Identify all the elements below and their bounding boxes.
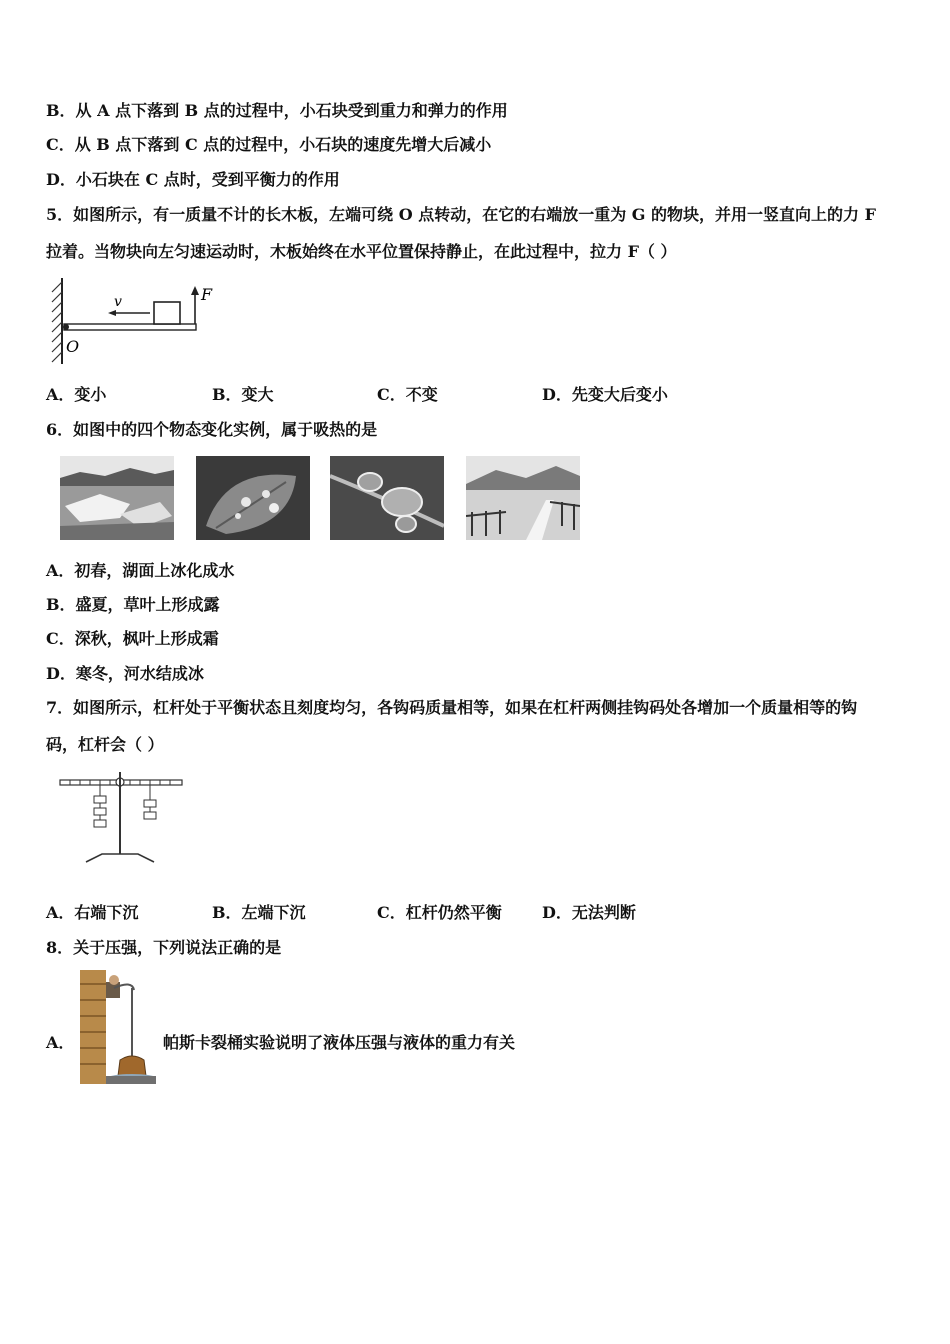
q8-option-a-text: 帕斯卡裂桶实验说明了液体压强与液体的重力有关 [163,1033,516,1052]
q4-option-b: B．从 A 点下落到 B 点的过程中，小石块受到重力和弹力的作用 [46,101,508,120]
photo-dew-on-leaf [196,456,310,540]
q7-stem-line2: 码，杠杆会（ ） [46,735,164,754]
q6-option-c: C．深秋，枫叶上形成霜 [46,629,219,648]
photo-frozen-river [466,456,580,540]
q4-option-c: C．从 B 点下落到 C 点的过程中，小石块的速度先增大后减小 [46,135,492,154]
q5-fig-f-label: F [201,285,213,304]
pascal-barrel-image [78,970,156,1084]
photo-frost-on-leaf [330,456,444,540]
q7-option-d: D．无法判断 [542,903,636,922]
q5-stem-line2: 拉着。当物块向左匀速运动时，木板始终在水平位置保持静止，在此过程中，拉力 F（ ） [46,242,677,261]
photo-melting-ice [60,456,174,540]
q7-lever-figure [56,770,186,866]
q5-stem-line1: 5．如图所示，有一质量不计的长木板，左端可绕 O 点转动，在它的右端放一重为 G 的物块，并用一竖直向上的力 F [46,205,876,224]
q6-option-d: D．寒冬，河水结成冰 [46,664,204,683]
q8-stem: 8．关于压强，下列说法正确的是 [46,938,282,957]
q5-option-c: C．不变 [377,385,438,404]
q5-option-a: A．变小 [46,385,107,404]
q5-option-b: B．变大 [212,385,274,404]
q5-lever-figure [44,276,224,368]
q6-option-a: A．初春，湖面上冰化成水 [46,561,235,580]
q7-option-b: B．左端下沉 [212,903,306,922]
q7-option-c: C．杠杆仍然平衡 [377,903,502,922]
q5-fig-o-label: O [66,337,80,356]
q5-fig-v-label: v [114,294,122,310]
q8-option-a-label: A． [46,1033,75,1052]
q7-option-a: A．右端下沉 [46,903,139,922]
q6-stem: 6．如图中的四个物态变化实例，属于吸热的是 [46,420,378,439]
q7-stem-line1: 7．如图所示，杠杆处于平衡状态且刻度均匀，各钩码质量相等，如果在杠杆两侧挂钩码处各增加一个质量相等的钩 [46,698,858,717]
q6-option-b: B．盛夏，草叶上形成露 [46,595,220,614]
q5-option-d: D．先变大后变小 [542,385,668,404]
q4-option-d: D．小石块在 C 点时，受到平衡力的作用 [46,170,340,189]
